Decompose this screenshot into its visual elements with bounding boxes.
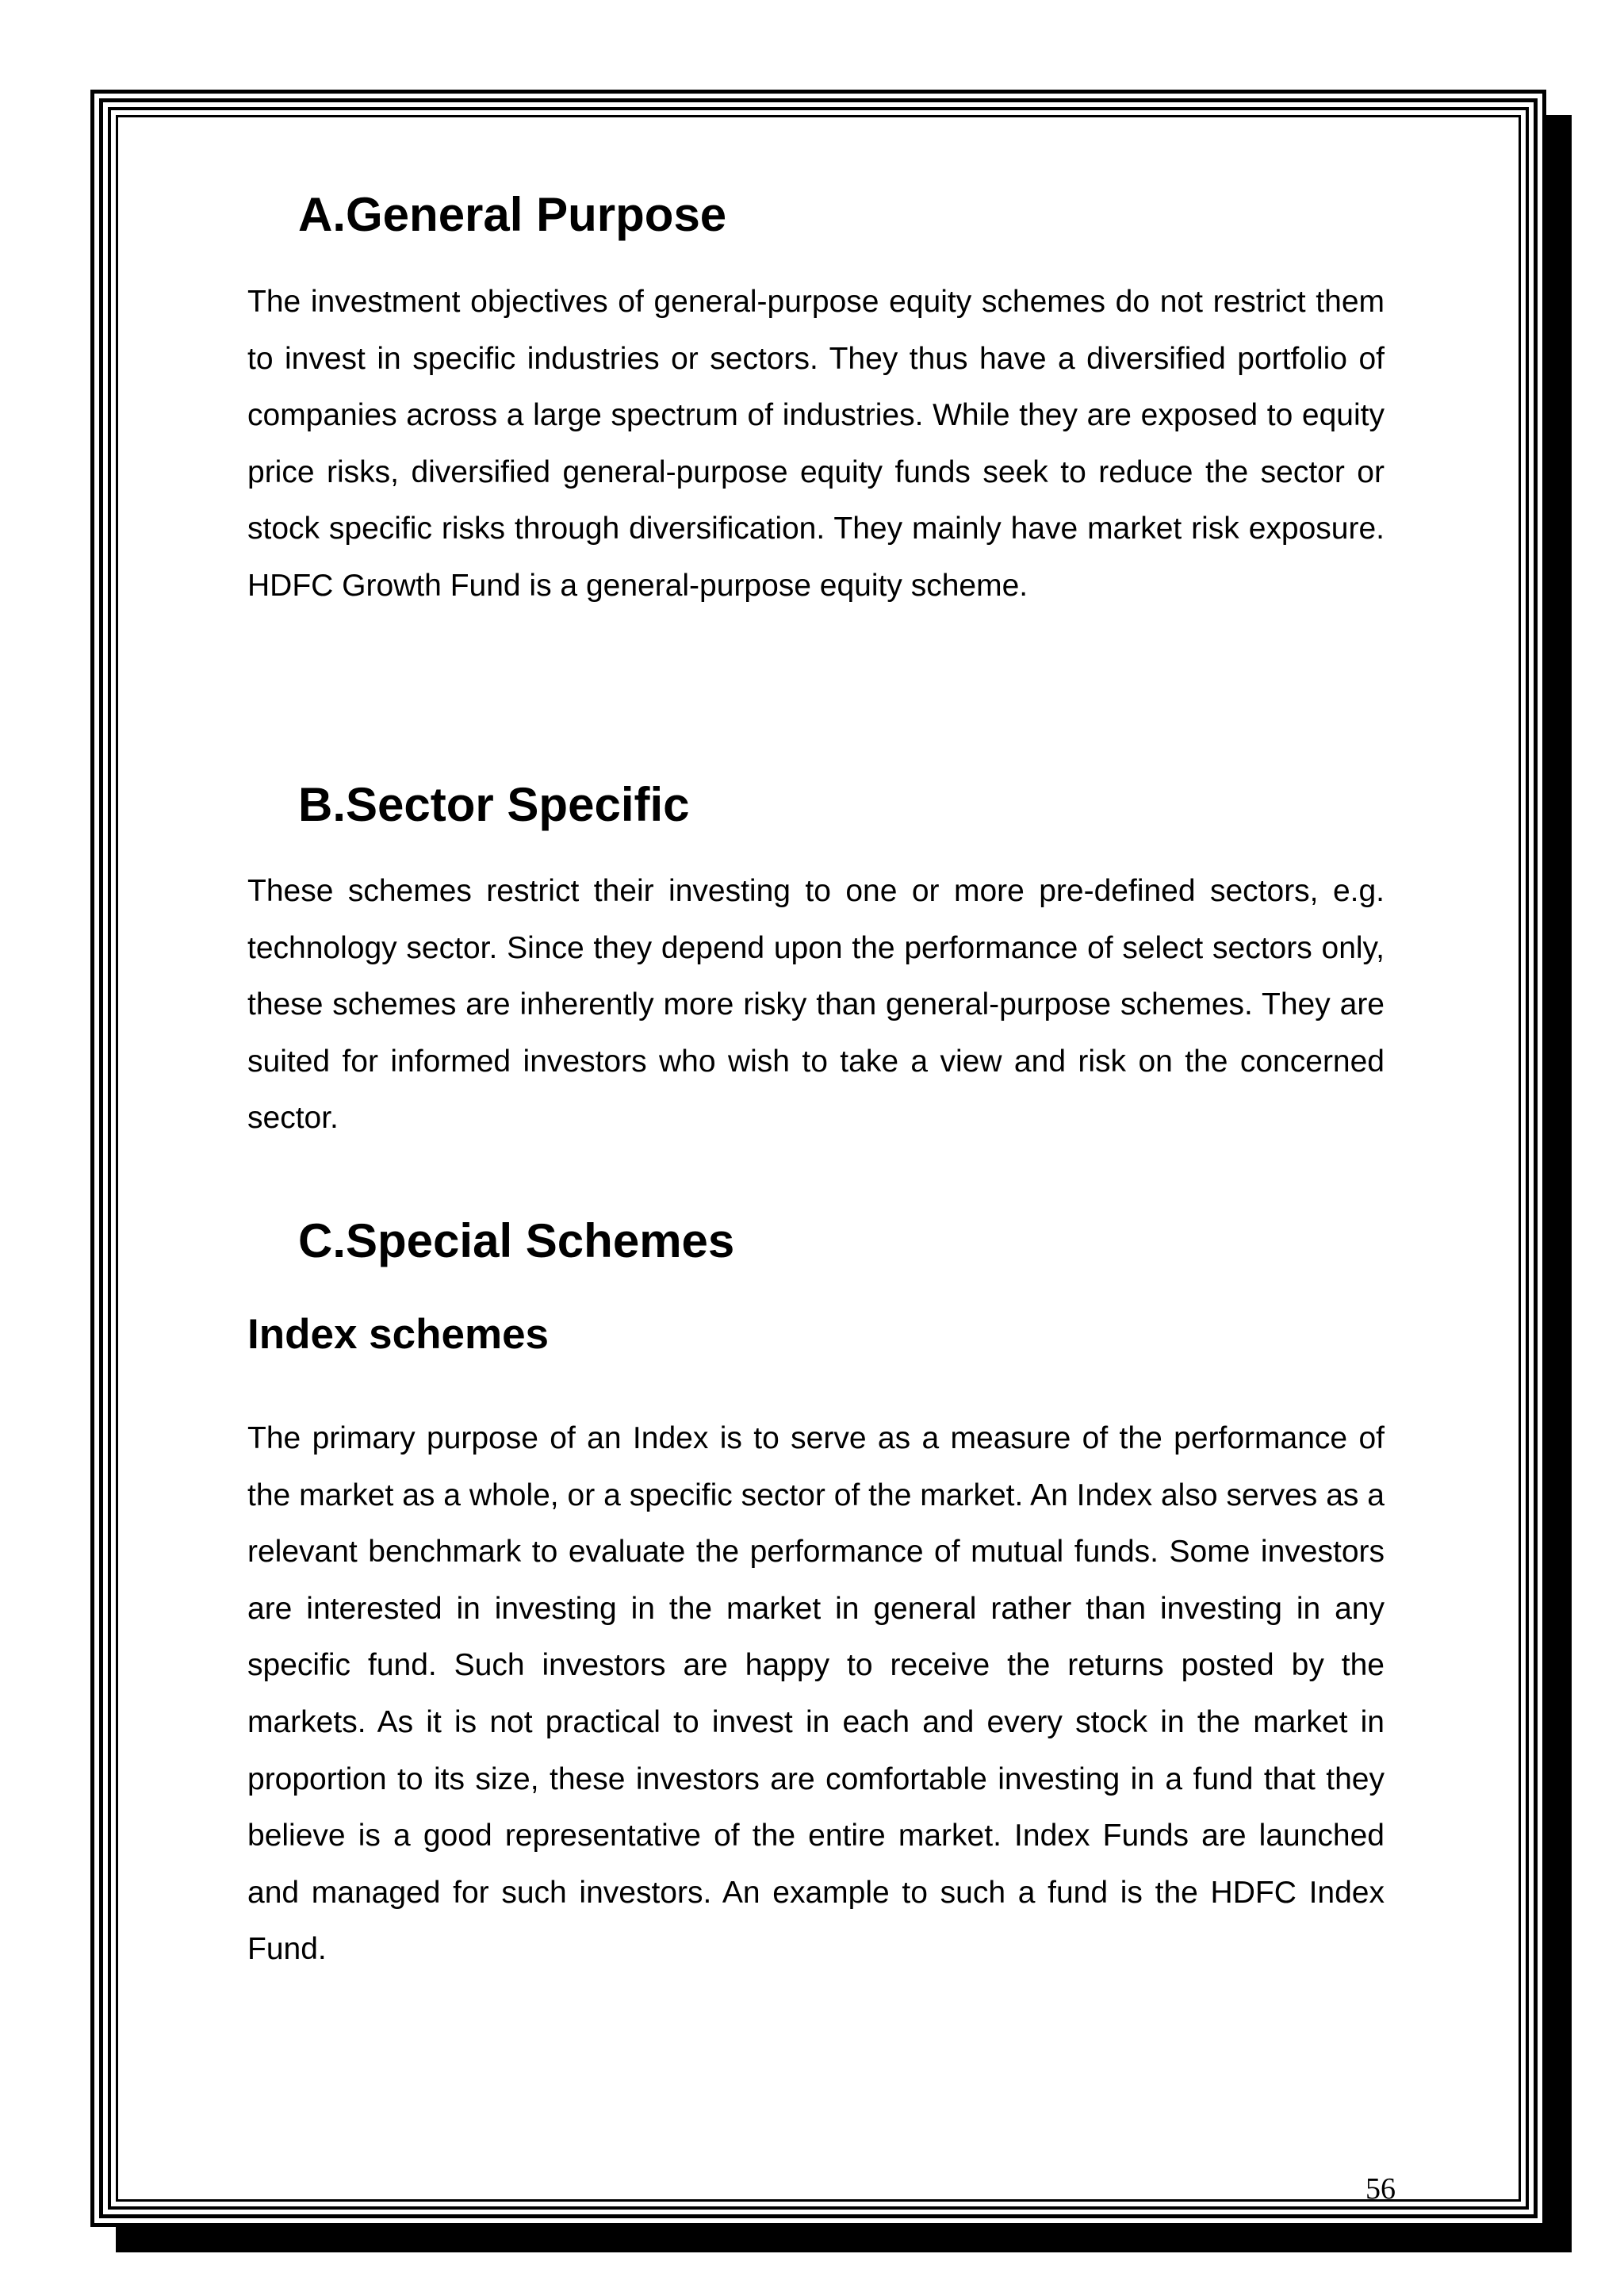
paragraph-general-purpose: The investment objectives of general-purpose equity schemes do not restrict them to invest in specific industries or sectors. They thus have a diversified portfolio of companies across a large spectrum of industries. While they are exposed to equity price risks, diversified general-purpose equity funds seek to reduce the sector or stock specific risks through diversification. They mainly have market risk exposure. HDFC Growth Fund is a general-purpose equity scheme. xyxy=(247,285,1385,603)
heading-special-schemes: C.Special Schemes xyxy=(298,1214,735,1267)
paragraph-index-schemes: The primary purpose of an Index is to serve as a measure of the performance of the market as a whole, or a specific sector of the market. An Index also serves as a relevant benchmark to evaluate the performance of mutual funds. Some investors are interested in investing in the market in general rather than investing in any specific fund. Such investors are happy to receive the returns posted by the markets. As it is not practical to invest in each and every stock in the market in proportion to its size, these investors are comfortable investing in a fund that they believe is a good representative of the entire market. Index Funds are launched and managed for such investors. An example to such a fund is the HDFC Index Fund. xyxy=(247,1421,1385,1967)
paragraph-sector-specific: These schemes restrict their investing to one or more pre-defined sectors, e.g. technology sector. Since they depend upon the performance of select sectors only, these schemes are inherently more risky than general-purpose schemes. They are suited for informed investors who wish to take a view and risk on the concerned sector. xyxy=(247,874,1385,1136)
page-number: 56 xyxy=(1365,2172,1396,2206)
subheading-index-schemes: Index schemes xyxy=(247,1311,550,1358)
heading-general-purpose: A.General Purpose xyxy=(298,188,727,241)
heading-sector-specific: B.Sector Specific xyxy=(298,778,690,831)
